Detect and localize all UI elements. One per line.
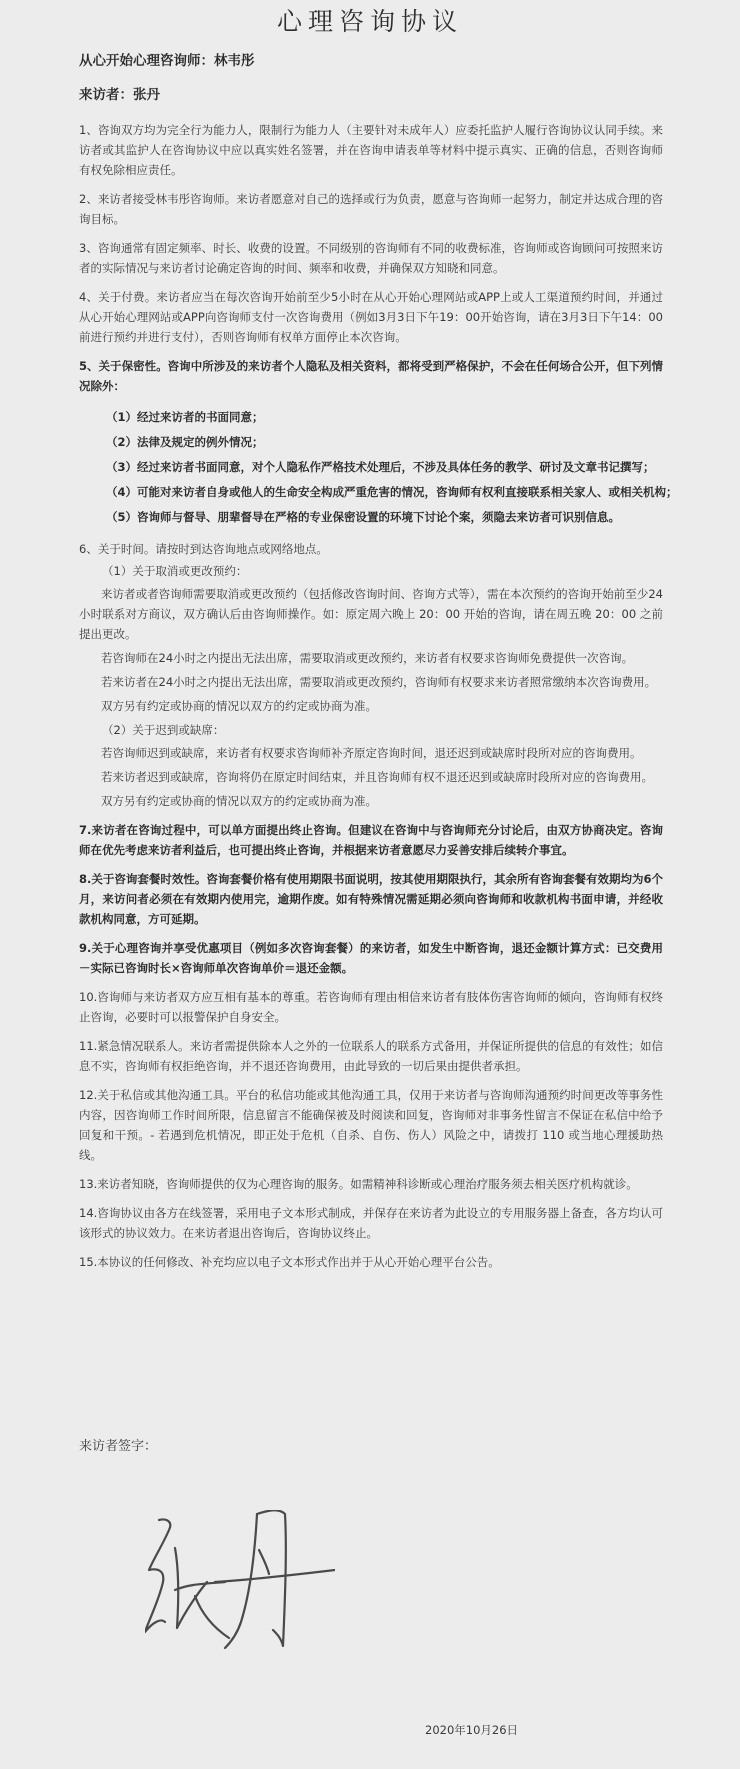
clause-13: 13.来访者知晓，咨询师提供的仅为心理咨询的服务。如需精神科诊断或心理治疗服务须去相关医疗机构就诊。 [79, 1177, 638, 1191]
clause-6-sub1-line: 若咨询师在24小时之内提出无法出席，需要取消或更改预约，来访者有权要求咨询师免费提供一次咨询。 [101, 651, 634, 665]
document-title: 心理咨询协议 [276, 7, 463, 36]
clause-6-sub1-line: 来访者或者咨询师需要取消或更改预约（包括修改咨询时间、咨询方式等），需在本次预约的咨询开始前至少24小时联系对方商议，双方确认后由咨询师操作。如：原定周六晚上 20：00 开始的咨询，请在周五晚 20：00 之前提出更改。 [79, 587, 663, 641]
exception-item: （1）经过来访者的书面同意； [106, 410, 264, 424]
clause-6-sub2-line: 双方另有约定或协商的情况以双方的约定或协商为准。 [101, 794, 377, 808]
clause-6-sub2-line: 若咨询师迟到或缺席，来访者有权要求咨询师补齐原定咨询时间，退还迟到或缺席时段所对应的咨询费用。 [101, 746, 642, 760]
signature-label: 来访者签字： [79, 1439, 158, 1454]
clause-14: 14.咨询协议由各方在线签署，采用电子文本形式制成，并保存在来访者为此设立的专用服务器上备查，各方均认可该形式的协议效力。在来访者退出咨询后，咨询协议终止。 [79, 1206, 663, 1240]
clause-3: 3、咨询通常有固定频率、时长、收费的设置。不同级别的咨询师有不同的收费标准，咨询师或咨询顾问可按照来访者的实际情况与来访者讨论确定咨询的时间、频率和收费，并确保双方知晓和同意。 [79, 241, 663, 275]
clause-10: 10.咨询师与来访者双方应互相有基本的尊重。若咨询师有理由相信来访者有肢体伤害咨询师的倾向，咨询师有权终止咨询，必要时可以报警保护自身安全。 [79, 990, 663, 1024]
agreement-body [79, 51, 678, 1281]
clause-9: 9.关于心理咨询并享受优惠项目（例如多次咨询套餐）的来访者，如发生中断咨询，退还金额计算方式：已交费用－实际已咨询时长×咨询师单次咨询单价＝退还金额。 [79, 941, 663, 975]
exception-item: （2）法律及规定的例外情况； [106, 435, 264, 449]
clause-12: 12.关于私信或其他沟通工具。平台的私信功能或其他沟通工具，仅用于来访者与咨询师沟通预约时间更改等事务性内容，因咨询师工作时间所限，信息留言不能确保被及时阅读和回复，咨询师对非事务性留言不保证在私信中给予回复和干预。- 若遇到危机情况，即正处于危机（自杀、自伤、伤人）风险之中，请拨打 110 或当地心理援助热线。 [79, 1088, 663, 1162]
exception-item: （5）咨询师与督导、朋辈督导在严格的专业保密设置的环境下讨论个案，须隐去来访者可识别信息。 [106, 510, 620, 524]
confidentiality-exceptions [79, 405, 678, 530]
clause-6-sub1-line: 若来访者在24小时之内提出无法出席，需要取消或更改预约，咨询师有权要求来访者照常缴纳本次咨询费用。 [101, 675, 657, 689]
clause-8: 8.关于咨询套餐时效性。咨询套餐价格有使用期限书面说明，按其使用期限执行，其余所有咨询套餐有效期均为6个月，来访问者必须在有效期内使用完，逾期作废。如有特殊情况需延期必须向咨询师和收款机构书面申请，并经收款机构同意，方可延期。 [79, 872, 663, 926]
signature-date: 2020年10月26日 [425, 1723, 519, 1737]
clause-5: 5、关于保密性。咨询中所涉及的来访者个人隐私及相关资料，都将受到严格保护，不会在任何场合公开，但下列情况除外： [79, 359, 663, 393]
clause-1: 1、咨询双方均为完全行为能力人，限制行为能力人（主要针对未成年人）应委托监护人履行咨询协议认同手续。来访者或其监护人在咨询协议中应以真实姓名签署，并在咨询申请表单等材料中提示真实、正确的信息，否则咨询师有权免除相应责任。 [79, 123, 663, 177]
clause-6-sub2-line: 若来访者迟到或缺席，咨询将仍在原定时间结束，并且咨询师有权不退还迟到或缺席时段所对应的咨询费用。 [101, 770, 653, 784]
client-line: 来访者：张丹 [79, 87, 160, 103]
clause-15: 15.本协议的任何修改、补充均应以电子文本形式作出并于从心开始心理平台公告。 [79, 1255, 500, 1269]
clause-6-sub1-heading: （1）关于取消或更改预约： [102, 564, 248, 578]
clause-4: 4、关于付费。来访者应当在每次咨询开始前至少5小时在从心开始心理网站或APP上或人工渠道预约时间，并通过从心开始心理网站或APP向咨询师支付一次咨询费用（例如3月3日下午19：00开始咨询，请在3月3日下午14：00前进行预约并进行支付），否则咨询师有权单方面停止本次咨询。 [79, 290, 663, 344]
clause-6-sub2-heading: （2）关于迟到或缺席： [102, 723, 225, 737]
exception-item: （3）经过来访者书面同意，对个人隐私作严格技术处理后，不涉及具体任务的教学、研讨及文章书记撰写； [106, 460, 655, 474]
handwritten-signature [145, 1510, 335, 1690]
clause-7: 7.来访者在咨询过程中，可以单方面提出终止咨询。但建议在咨询中与咨询师充分讨论后，由双方协商决定。咨询师在优先考虑来访者利益后，也可提出终止咨询，并根据来访者意愿尽力妥善安排后续转介事宜。 [79, 823, 663, 857]
clause-2: 2、来访者接受林韦彤咨询师。来访者愿意对自己的选择或行为负责，愿意与咨询师一起努力，制定并达成合理的咨询目标。 [79, 192, 663, 226]
clause-11: 11.紧急情况联系人。来访者需提供除本人之外的一位联系人的联系方式备用，并保证所提供的信息的有效性；如信息不实，咨询师有权拒绝咨询，并不退还咨询费用，由此导致的一切后果由提供者承担。 [79, 1039, 663, 1073]
counselor-line: 从心开始心理咨询师：林韦彤 [79, 53, 255, 69]
exception-item: （4）可能对来访者自身或他人的生命安全构成严重危害的情况，咨询师有权利直接联系相关家人、或相关机构； [106, 485, 678, 499]
clause-6: 6、关于时间。请按时到达咨询地点或网络地点。 [79, 542, 328, 556]
clause-6-sub1-line: 双方另有约定或协商的情况以双方的约定或协商为准。 [101, 699, 377, 713]
